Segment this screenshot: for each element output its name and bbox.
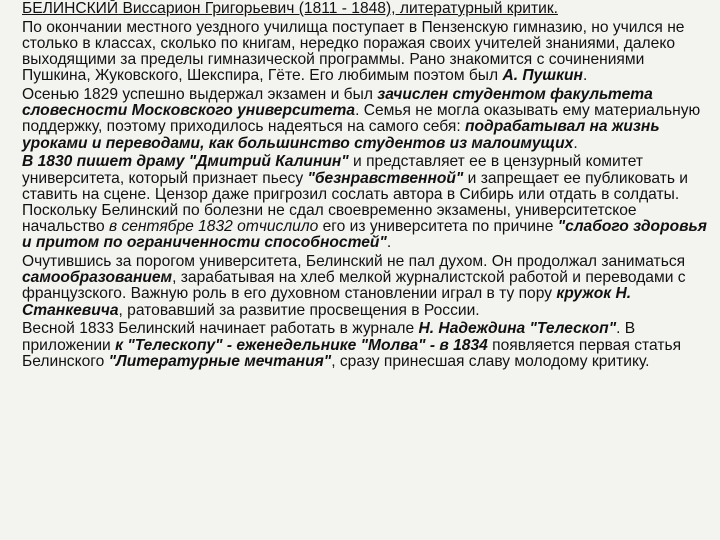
- paragraph-3: [22, 154, 712, 251]
- p5-text-3: появляется первая статья Белинского: [22, 336, 682, 370]
- p2-text-1: Осенью 1829 успешно выдержал экзамен и был: [22, 86, 378, 104]
- paragraph-1: [22, 20, 712, 85]
- p1-text-1: По окончании местного уездного училища поступает в Пензенскую гимназию, но учился не столько в классах, сколько по книгам, нередко поражая своих учителей знаниями, далеко выходящими за пределы гимназической программы. Рано знакомится с сочинениями Пушкина, Жуковского, Шекспира, Гёте. Его любимым поэтом был: [22, 18, 685, 85]
- p4-text-2: , зарабатывая на хлеб мелкой журналистской работой и переводами с французского. Важную роль в его духовном становлении играл в ту пору: [22, 269, 686, 303]
- p5-emphasis-telescope: Н. Надеждина "Телескоп": [418, 320, 617, 338]
- heading-rest: Виссарион Григорьевич (1811 - 1848), литературный критик.: [118, 0, 558, 17]
- p3-text-4: .: [386, 234, 392, 252]
- p4-emphasis-circle: кружок Н. Станкевича: [22, 285, 632, 319]
- p5-text-4: , сразу принесшая славу молодому критику.: [331, 352, 650, 370]
- p5-emphasis-dreams: "Литературные мечтания": [108, 352, 332, 370]
- p5-text-1: Весной 1833 Белинский начинает работать в журнале: [22, 320, 419, 338]
- p1-text-2: .: [582, 67, 588, 85]
- p3-emphasis-immoral: "безнравственной": [307, 169, 464, 187]
- paragraph-4: [22, 254, 712, 319]
- p3-text-3: его из университета по причине: [318, 218, 558, 236]
- heading-title: [22, 0, 558, 17]
- paragraph-2: [22, 87, 712, 152]
- p3-emphasis-drama: В 1830 пишет драму "Дмитрий Калинин": [22, 153, 349, 171]
- p2-emphasis-earning: подрабатывал на жизнь уроками и переводами, как большинство студентов из малоимущих: [22, 118, 660, 152]
- p2-emphasis-student: зачислен студентом факультета словесности Московского университета: [22, 86, 653, 120]
- p3-italic-expelled: в сентябре 1832 отчислило: [109, 218, 319, 236]
- p3-text-2: и запрещает ее публиковать и ставить на сцене. Цензор даже пригрозил сослать автора в Сибирь или отдать в солдаты. Поскольку Белинский по болезни не сдал своевременно экзамены, университетское начальство: [22, 169, 688, 236]
- paragraph-5: [22, 321, 712, 370]
- p3-text-1: и представляет ее в цензурный комитет университета, который признает пьесу: [22, 153, 643, 187]
- p1-emphasis-pushkin: А. Пушкин: [502, 67, 583, 85]
- p4-text-1: Очутившись за порогом университета, Белинский не пал духом. Он продолжал заниматься: [22, 253, 686, 271]
- p2-text-3: .: [573, 134, 578, 152]
- p5-text-2: . В приложении: [22, 320, 636, 354]
- p4-emphasis-selfeducation: самообразованием: [22, 269, 173, 287]
- p4-text-3: , ратовавший за развитие просвещения в России.: [118, 301, 480, 319]
- p5-emphasis-molva: к "Телескопу" - еженедельнике "Молва" - в 1834: [115, 336, 488, 354]
- heading-paragraph: [22, 1, 712, 17]
- p2-text-2: . Семья не могла оказывать ему материальную поддержку, поэтому приходилось надеяться на самого себя:: [22, 102, 701, 136]
- heading-name: БЕЛИНСКИЙ: [22, 0, 119, 17]
- p3-emphasis-reason: "слабого здоровья и притом по ограниченности способностей": [22, 218, 707, 252]
